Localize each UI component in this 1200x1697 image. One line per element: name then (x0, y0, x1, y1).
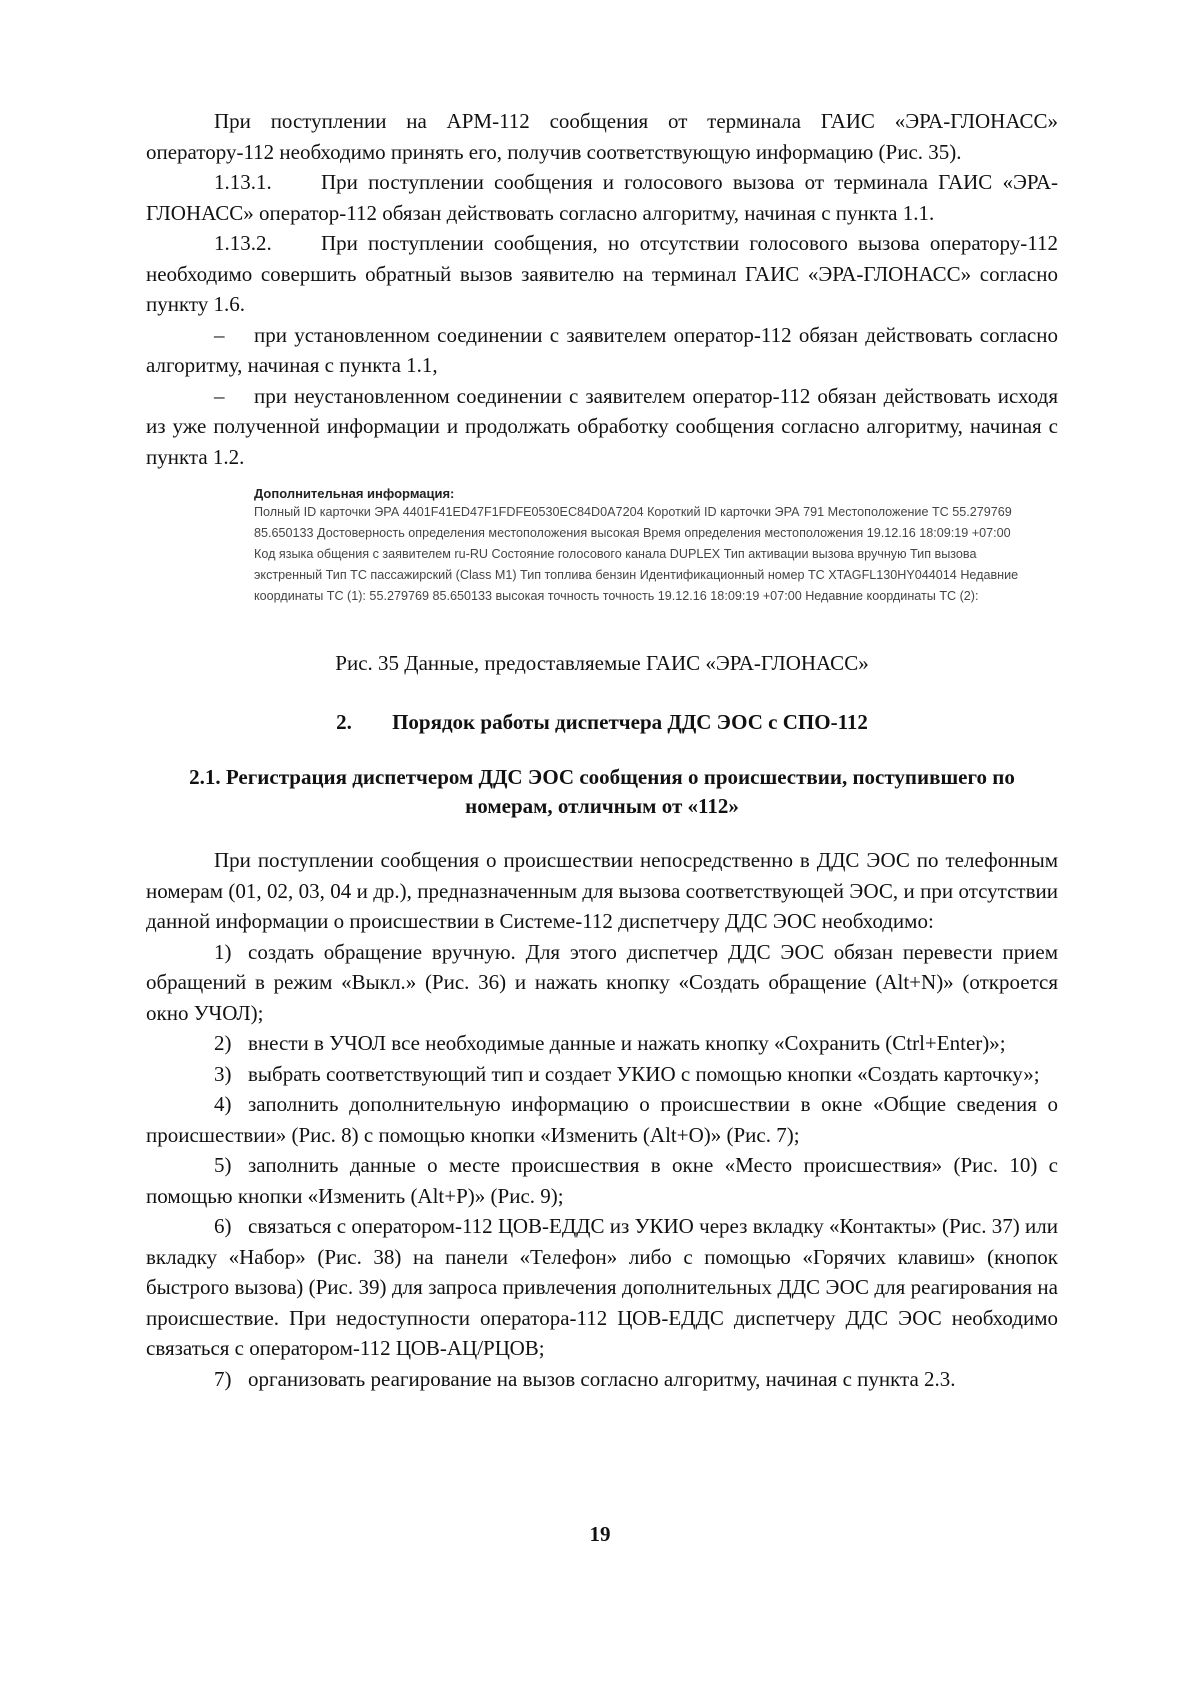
step-text: внести в УЧОЛ все необходимые данные и нажать кнопку «Сохранить (Ctrl+Enter)»; (248, 1031, 1006, 1055)
screenshot-title: Дополнительная информация: (254, 486, 455, 501)
step-6 (146, 1211, 1058, 1364)
step-4 (146, 1089, 1058, 1150)
item-number: 1.13.1. (214, 170, 272, 194)
figure-35-screenshot (254, 486, 1024, 626)
dash-item-connected (146, 320, 1058, 381)
document-page (146, 106, 1058, 1394)
page-number: 19 (589, 1522, 611, 1546)
step-text: организовать реагирование на вызов согласно алгоритму, начиная с пункта 2.3. (248, 1366, 956, 1391)
figure-caption: Рис. 35 Данные, предоставляемые ГАИС «ЭРА-ГЛОНАСС» (335, 651, 869, 675)
step-number: 6) (214, 1214, 232, 1238)
step-5 (146, 1150, 1058, 1211)
step-7 (146, 1364, 1058, 1395)
spacer (146, 821, 1058, 845)
subsection-line-1: 2.1. Регистрация диспетчером ДДС ЭОС сообщения о происшествии, поступившего по (189, 765, 1015, 789)
step-number: 5) (214, 1153, 232, 1177)
dash-marker: – (214, 322, 225, 347)
dash-item-not-connected (146, 381, 1058, 473)
step-2 (146, 1028, 1058, 1059)
step-text: заполнить данные о месте происшествия в окне «Место происшествия» (Рис. 10) с помощью кнопки «Изменить (Alt+P)» (Рис. 9); (146, 1153, 1058, 1208)
subsection-line-2: номерам, отличным от «112» (465, 794, 739, 818)
step-text: заполнить дополнительную информацию о происшествии в окне «Общие сведения о происшествии» (Рис. 8) с помощью кнопки «Изменить (Alt+O)» (Рис. 7); (146, 1092, 1058, 1147)
dash-marker: – (214, 383, 225, 408)
step-number: 2) (214, 1031, 232, 1055)
item-number: 1.13.2. (214, 231, 272, 255)
screenshot-body: Полный ID карточки ЭРА 4401F41ED47F1FDFE0530EC84D0A7204 Короткий ID карточки ЭРА 791 Местоположение ТС 55.279769 85.650133 Достоверность определения местоположения высокая Время определения местоположения 19.12.16 18:09:19 +07:00 Код языка общения с заявителем ru-RU Состояние голосового канала DUPLEX Тип активации вызова вручную Тип вызова экстренный Тип ТС пассажирский (Class M1) Тип топлива бензин Идентификационный номер ТС XTAGFL130HY044014 Недавние координаты ТС (1): 55.279769 85.650133 высокая точность точность 19.12.16 18:09:19 +07:00 Недавние координаты ТС (2): (254, 505, 1019, 603)
intro-paragraph: При поступлении на АРМ-112 сообщения от терминала ГАИС «ЭРА-ГЛОНАСС» оператору-112 необходимо принять его, получив соответствующую информацию (Рис. 35). (146, 109, 1058, 164)
step-3 (146, 1059, 1058, 1090)
paragraph-2: При поступлении сообщения о происшествии непосредственно в ДДС ЭОС по телефонным номерам (01, 02, 03, 04 и др.), предназначенным для вызова соответствующей ЭОС, и при отсутствии данной информации о происшествии в Системе-112 диспетчеру ДДС ЭОС необходимо: (146, 848, 1058, 933)
step-number: 7) (214, 1366, 232, 1391)
section-number: 2. (336, 709, 352, 734)
step-text: связаться с оператором-112 ЦОВ-ЕДДС из УКИО через вкладку «Контакты» (Рис. 37) или вкладку «Набор» (Рис. 38) на панели «Телефон» либо с помощью «Горячих клавиш» (кнопок быстрого вызова) (Рис. 39) для запроса привлечения дополнительных ДДС ЭОС для реагирования на происшествие. При недоступности оператора-112 ЦОВ-ЕДДС диспетчеру ДДС ЭОС необходимо связаться с оператором-112 ЦОВ-АЦ/РЦОВ; (146, 1214, 1058, 1360)
dash-text: при неустановленном соединении с заявителем оператор-112 обязан действовать исходя из уже полученной информации и продолжать обработку сообщения согласно алгоритму, начиная с пункта 1.2. (146, 383, 1058, 469)
step-1 (146, 937, 1058, 1029)
dash-text: при установленном соединении с заявителем оператор-112 обязан действовать согласно алгоритму, начиная с пункта 1.1, (146, 322, 1058, 377)
step-number: 3) (214, 1061, 232, 1086)
step-text: создать обращение вручную. Для этого диспетчер ДДС ЭОС обязан перевести прием обращений в режим «Выкл.» (Рис. 36) и нажать кнопку «Создать обращение (Alt+N)» (откроется окно УЧОЛ); (146, 939, 1058, 1025)
section-heading (146, 707, 1058, 738)
step-number: 4) (214, 1092, 232, 1116)
item-1-13-2 (146, 228, 1058, 320)
section-title: Порядок работы диспетчера ДДС ЭОС с СПО-112 (392, 709, 868, 734)
item-text: При поступлении сообщения, но отсутствии голосового вызова оператору-112 необходимо совершить обратный вызов заявителю на терминал ГАИС «ЭРА-ГЛОНАСС» согласно пункту 1.6. (146, 231, 1058, 316)
item-text: При поступлении сообщения и голосового вызова от терминала ГАИС «ЭРА-ГЛОНАСС» оператор-112 обязан действовать согласно алгоритму, начиная с пункта 1.1. (146, 170, 1058, 225)
step-number: 1) (214, 939, 232, 964)
item-1-13-1 (146, 167, 1058, 228)
step-text: выбрать соответствующий тип и создает УКИО с помощью кнопки «Создать карточку»; (248, 1061, 1040, 1086)
subsection-heading (146, 763, 1058, 821)
